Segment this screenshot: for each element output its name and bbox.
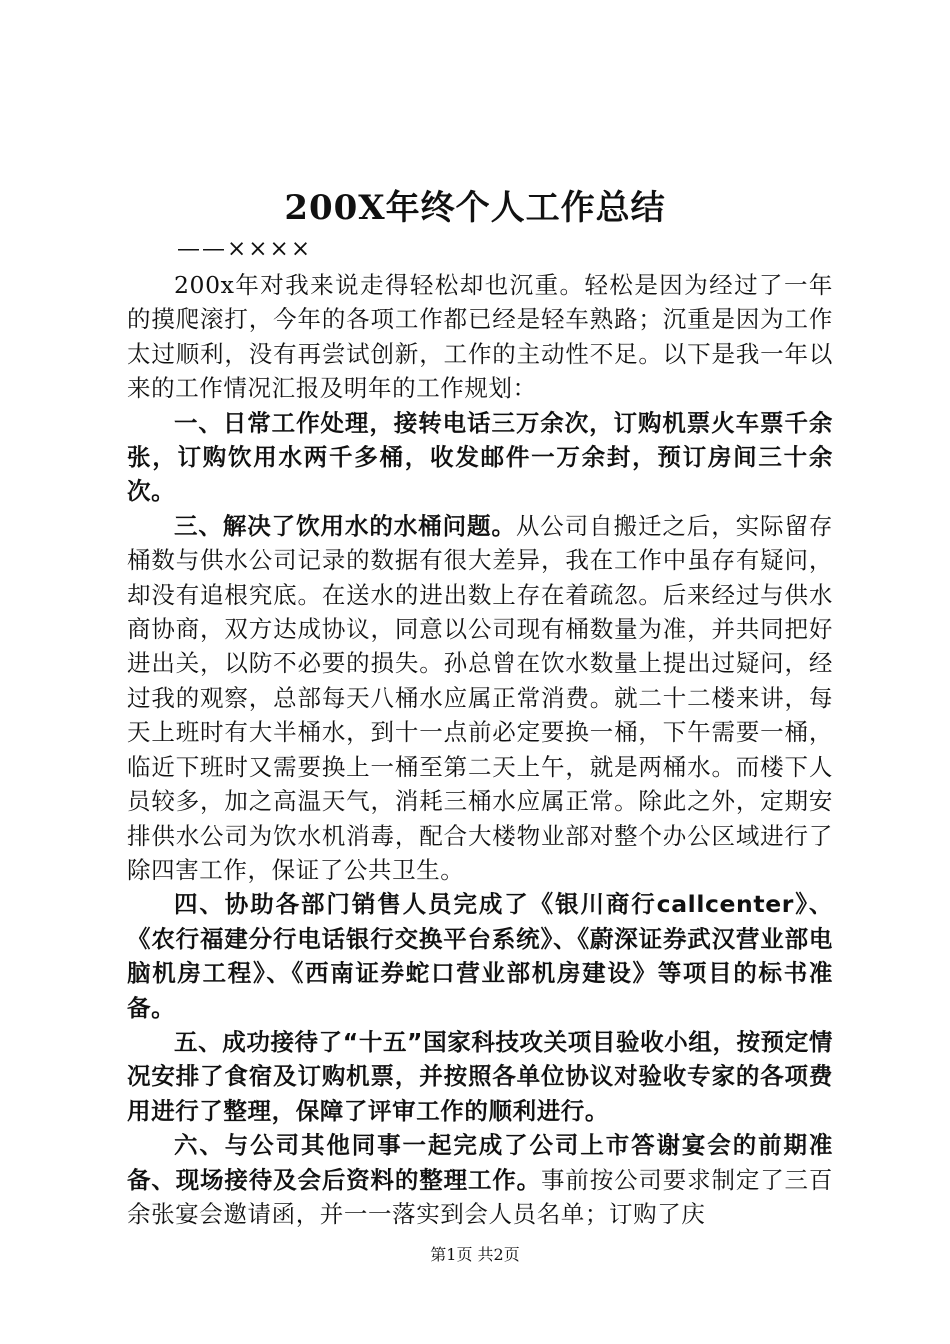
paragraph-bold-text: 一、日常工作处理，接转电话三万余次，订购机票火车票千余张，订购饮用水两千多桶，收发邮件一万余封，预订房间三十余次。 [127, 408, 833, 506]
paragraph-bold-text: 六、与公司其他同事一起完成了公司上市答谢宴会的前期准备、现场接待及会后资料的整理工作。 [127, 1131, 833, 1194]
paragraph-text: 200x年对我来说走得轻松却也沉重。轻松是因为经过了一年的摸爬滚打，今年的各项工作都已经是轻车熟路；沉重是因为工作太过顺利，没有再尝试创新，工作的主动性不足。以下是我一年以来的工作情况汇报及明年的工作规划： [127, 271, 833, 403]
author-line: ——×××× [177, 236, 313, 262]
paragraph-item-6 [127, 1128, 833, 1231]
paragraph-item-1 [127, 406, 833, 509]
paragraph-item-4 [127, 887, 833, 1025]
paragraph-item-5 [127, 1025, 833, 1128]
paragraph-text: 事前按公司要求制定了三百余张宴会邀请函，并一一落实到会人员名单；订购了庆 [127, 1165, 834, 1228]
paragraph-item-3 [127, 509, 833, 887]
paragraph-intro [127, 268, 833, 406]
document-body [127, 268, 833, 1231]
paragraph-text: 从公司自搬迁之后，实际留存桶数与供水公司记录的数据有很大差异，我在工作中虽存有疑问，却没有追根究底。在送水的进出数上存在着疏忽。后来经过与供水商协商，双方达成协议，同意以公司现有桶数量为准，并共同把好进出关，以防不必要的损失。孙总曾在饮水数量上提出过疑问，经过我的观察，总部每天八桶水应属正常消费。就二十二楼来讲，每天上班时有大半桶水，到十一点前必定要换一桶，下午需要一桶，临近下班时又需要换上一桶至第二天上午，就是两桶水。而楼下人员较多，加之高温天气，消耗三桶水应属正常。除此之外，定期安排供水公司为饮水机消毒，配合大楼物业部对整个办公区域进行了除四害工作，保证了公共卫生。 [127, 511, 833, 884]
paragraph-bold-text: 五、成功接待了“十五”国家科技攻关项目验收小组，按预定情况安排了食宿及订购机票，并按照各单位协议对验收专家的各项费用进行了整理，保障了评审工作的顺利进行。 [127, 1027, 833, 1125]
paragraph-bold-text: 三、解决了饮用水的水桶问题。 [174, 511, 516, 540]
document-title: 200X年终个人工作总结 [284, 188, 666, 228]
page-footer: 第1页 共2页 [430, 1245, 520, 1264]
paragraph-bold-text: 四、协助各部门销售人员完成了《银川商行callcenter》、《农行福建分行电话银行交换平台系统》、《蔚深证券武汉营业部电脑机房工程》、《西南证券蛇口营业部机房建设》等项目的标书准备。 [127, 890, 833, 1022]
